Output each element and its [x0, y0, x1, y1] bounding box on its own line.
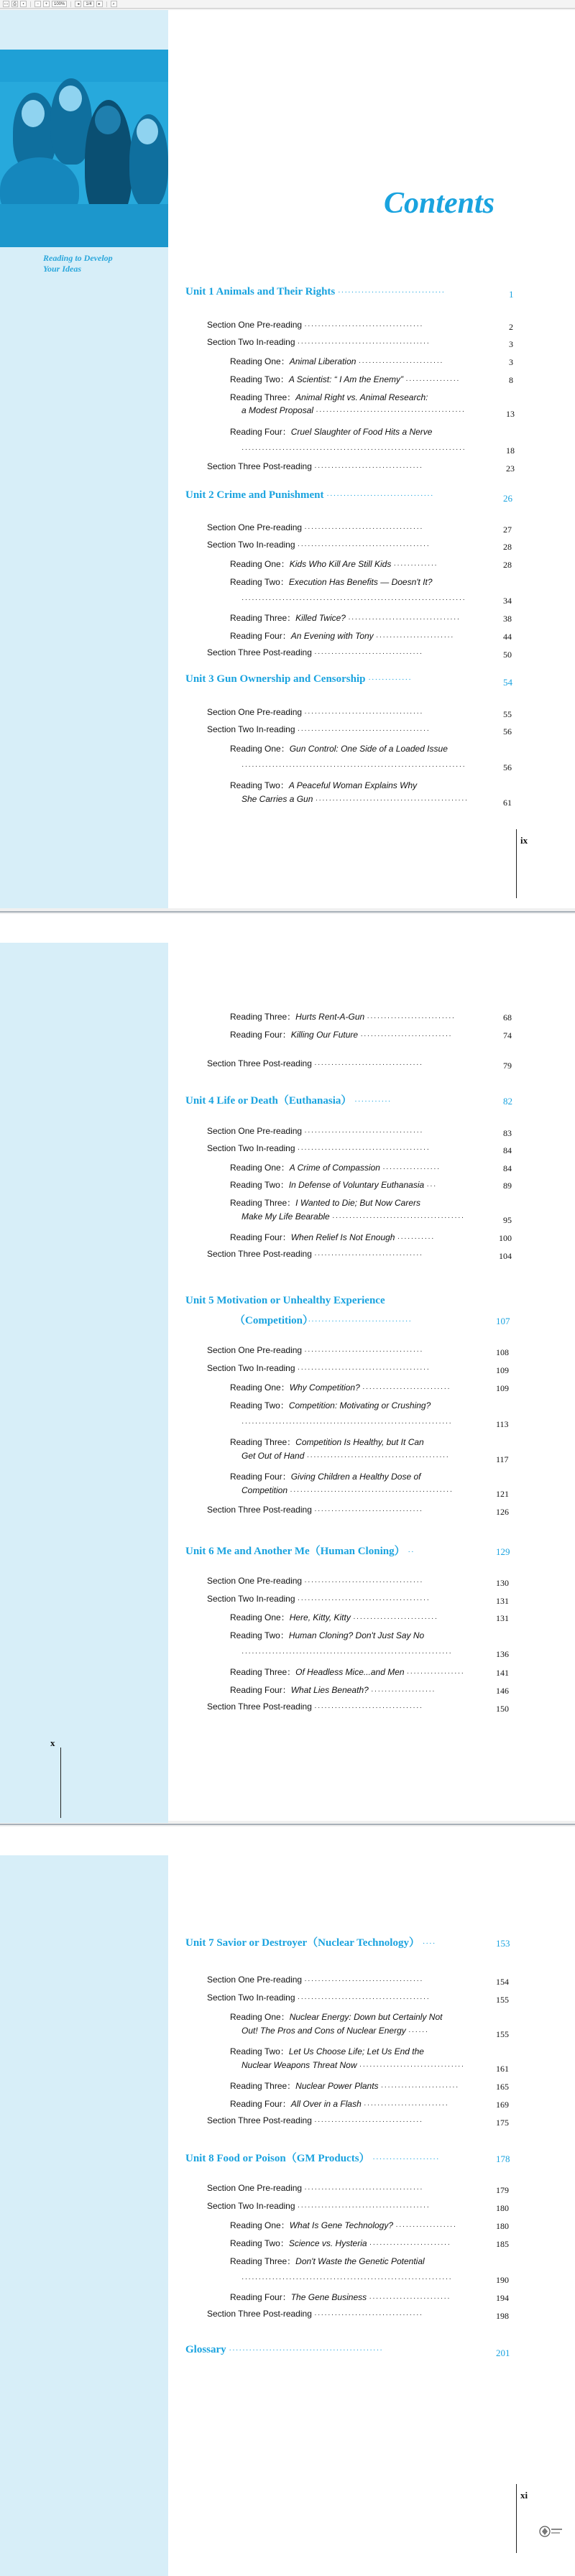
unit-4-page: 82	[503, 1096, 512, 1107]
toc-page: 131	[496, 1596, 509, 1606]
toc-page: 68	[503, 1012, 512, 1022]
page-divider	[0, 1824, 575, 1825]
toc-entry[interactable]: Section Three Post-reading ································	[207, 1505, 423, 1515]
unit-1-heading[interactable]: Unit 1 Animals and Their Rights ································	[185, 286, 446, 297]
zoom-out-icon[interactable]: −	[34, 1, 41, 7]
toc-entry[interactable]: Reading Three：Nuclear Power Plants ·······················	[230, 2081, 459, 2091]
unit-1-page: 1	[509, 289, 514, 300]
toc-entry[interactable]: Reading Three：Competition Is Healthy, but It Can	[230, 1437, 424, 1447]
photo-caption: Reading to Develop Your Ideas	[43, 253, 113, 274]
toc-page: 89	[503, 1181, 512, 1191]
toc-entry[interactable]: Section Two In-reading ·······································	[207, 1594, 431, 1604]
toc-page: 84	[503, 1163, 512, 1173]
toc-entry[interactable]: Reading One：A Crime of Compassion ·················	[230, 1163, 441, 1173]
toc-entry[interactable]: Section Three Post-reading ································	[207, 1702, 423, 1712]
toc-page: 131	[496, 1613, 509, 1623]
toc-page: 190	[496, 2275, 509, 2285]
toc-page: 56	[503, 726, 512, 737]
toc-entry[interactable]: Section One Pre-reading ···································	[207, 707, 423, 717]
page-number: x	[50, 1737, 55, 1748]
save-icon[interactable]: ▪	[20, 1, 27, 7]
unit-2-page: 26	[503, 493, 512, 504]
toc-entry[interactable]: Section One Pre-reading ···································	[207, 1576, 423, 1586]
toc-page: 121	[496, 1489, 509, 1499]
toc-page: 95	[503, 1215, 512, 1225]
toc-page: 28	[503, 542, 512, 552]
unit-2-heading[interactable]: Unit 2 Crime and Punishment ································	[185, 489, 434, 501]
toc-page: 146	[496, 1686, 509, 1696]
toc-entry[interactable]: Reading Four：All Over in a Flash ·························	[230, 2099, 449, 2109]
page-rule	[516, 829, 517, 898]
toc-entry[interactable]: Reading Two：Human Cloning? Don't Just Say No	[230, 1630, 425, 1640]
toc-page: 34	[503, 596, 512, 606]
viewer-toolbar	[0, 0, 575, 9]
toc-page: 141	[496, 1668, 509, 1678]
unit-8-page: 178	[496, 2153, 510, 2164]
page-ix: Reading to Develop Your Ideas Contents Unit 1 Animals and Their Rights ································ 1 Section One Pre-reading ··································· 2 Section Two In-reading ······································· 3 Reading One：Animal Liberation ························· 3 Reading Two：A Scientist: “ I Am the Enemy” ················ 8 Reading Three：Animal Right vs. Animal Research: a Modest Proposal ············································ 13 Reading Four：Cruel Slaughter of Food Hits a Nerve ·································································· 18 Section Three Post-reading ································ 23 Unit 2 Crime and Punishment ································ 26 Section One Pre-reading ··································· 27 Section Two In-reading ······································· 28 Reading One：Kids Who Kill Are Still Kids ············· 28 Reading Two：Execution Has Benefits — Doesn't It? ·································································· 34 Reading Three：Killed Twice? ································· 38 Reading Four：An Evening with Tony ······················· 44 Section Three Post-reading ································ 50 Unit 3 Gun Ownership and Censorship ············· 54 Section One Pre-reading ··································· 55 Section Two In-reading ······································· 56 Reading One：Gun Control: One Side of a Loaded Issue ·································································· 56 Reading Two：A Peaceful Woman Explains Why She Carries a Gun ············································· 61 ix	[0, 10, 575, 908]
toc-page: 23	[506, 463, 515, 474]
page-rule	[60, 1748, 61, 1818]
toc-page: 126	[496, 1507, 509, 1517]
unit-3-heading[interactable]: Unit 3 Gun Ownership and Censorship ·············	[185, 673, 412, 685]
toc-entry[interactable]: Reading One：What Is Gene Technology? ··················	[230, 2220, 457, 2230]
toc-entry[interactable]: Section Three Post-reading ································	[207, 1249, 423, 1259]
toc-entry[interactable]: Section Three Post-reading ································	[207, 2309, 423, 2319]
toc-page: 3	[509, 357, 513, 367]
toc-entry[interactable]: Section Two In-reading ·······································	[207, 540, 431, 550]
toc-page: 100	[499, 1233, 512, 1243]
toc-entry[interactable]: Section Two In-reading ·······································	[207, 337, 431, 347]
page-rule	[516, 2484, 517, 2553]
toc-entry[interactable]: Reading Two：Execution Has Benefits — Doesn't It?	[230, 577, 433, 587]
toc-page: 109	[496, 1383, 509, 1393]
toc-entry[interactable]: Reading Two：A Peaceful Woman Explains Why	[230, 780, 418, 790]
toc-entry[interactable]: Section One Pre-reading ···································	[207, 522, 423, 532]
toc-entry[interactable]: Section One Pre-reading ···································	[207, 1975, 423, 1985]
page-xi: Unit 7 Savior or Destroyer（Nuclear Technology） ···· 153 Section One Pre-reading ··································· 154 Section Two In-reading ······································· 155 Reading One：Nuclear Energy: Down but Certainly Not Out! The Pros and Cons of Nuclear Energy ······ 155 Reading Two：Let Us Choose Life; Let Us End the Nuclear Weapons Threat Now ······························· 161 Reading Three：Nuclear Power Plants ······················· 165 Reading Four：All Over in a Flash ························· 169 Section Three Post-reading ································ 175 Unit 8 Food or Poison（GM Products） ···················· 178 Section One Pre-reading ··································· 179 Section Two In-reading ······································· 180 Reading One：What Is Gene Technology? ·················· 180 Reading Two：Science vs. Hysteria ························ 185 Reading Three：Don't Waste the Genetic Potential ······························································ 190 Reading Four：The Gene Business ························ 194 Section Three Post-reading ································ 198 Glossary ·············································· 201 xi	[0, 1827, 575, 2576]
toc-entry[interactable]: Section One Pre-reading ···································	[207, 1345, 423, 1355]
toc-page: 8	[509, 375, 513, 385]
next-page-icon[interactable]: ▸	[96, 1, 103, 7]
glossary-heading[interactable]: Glossary ··············································	[185, 2344, 383, 2355]
page-title: Contents	[384, 187, 495, 220]
toc-page: 180	[496, 2203, 509, 2213]
toc-entry[interactable]: Reading Four：The Gene Business ························	[230, 2292, 451, 2302]
toc-page: 150	[496, 1704, 509, 1714]
toc-page: 113	[496, 1419, 509, 1429]
toc-entry[interactable]: Reading Four：When Relief Is Not Enough ···········	[230, 1232, 435, 1242]
toc-entry[interactable]: Reading One：Nuclear Energy: Down but Certainly Not	[230, 2012, 443, 2022]
open-icon[interactable]: ▭	[4, 1, 9, 6]
page-sidebar	[0, 943, 168, 1823]
toc-page: 169	[496, 2100, 509, 2110]
page-sidebar	[0, 1855, 168, 2576]
toc-page: 44	[503, 632, 512, 642]
page-number: xi	[520, 2490, 528, 2501]
toc-page: 179	[496, 2185, 509, 2195]
toc-page: 130	[496, 1578, 509, 1588]
toc-page: 18	[506, 446, 515, 456]
toc-entry[interactable]: Reading Three：Hurts Rent-A-Gun ··························	[230, 1012, 456, 1022]
toc-page: 61	[503, 798, 512, 808]
toc-entry[interactable]: Reading Two：In Defense of Voluntary Euthanasia ···	[230, 1180, 437, 1190]
toc-page: 117	[496, 1454, 509, 1464]
toc-page: 2	[509, 322, 513, 332]
toc-entry[interactable]: Reading One：Kids Who Kill Are Still Kids ·············	[230, 559, 438, 569]
toc-page: 38	[503, 614, 512, 624]
toc-entry[interactable]: Reading One：Here, Kitty, Kitty ·························	[230, 1612, 438, 1622]
toc-page: 165	[496, 2082, 509, 2092]
toc-entry[interactable]: Reading Four：Giving Children a Healthy Dose of	[230, 1472, 421, 1482]
prev-page-icon[interactable]: ◂	[75, 1, 81, 7]
page-number: ix	[520, 835, 528, 846]
toc-page: 27	[503, 525, 512, 535]
toc-page: 155	[496, 2029, 509, 2039]
toc-entry[interactable]: Section Two In-reading ·······································	[207, 1993, 431, 2003]
glossary-page: 201	[496, 2348, 510, 2358]
toc-entry[interactable]: Reading One：Animal Liberation ·························	[230, 356, 444, 366]
unit-3-page: 54	[503, 677, 512, 688]
toc-page: 180	[496, 2221, 509, 2231]
unit-5-heading[interactable]: Unit 5 Motivation or Unhealthy Experience	[185, 1295, 385, 1306]
unit-6-heading[interactable]: Unit 6 Me and Another Me（Human Cloning） ··	[185, 1546, 415, 1557]
toc-page: 136	[496, 1649, 509, 1659]
toc-entry[interactable]: Section One Pre-reading ···································	[207, 320, 423, 330]
toc-entry[interactable]: Reading Two：A Scientist: “ I Am the Enemy” ················	[230, 374, 461, 384]
toc-entry[interactable]: Section Three Post-reading ································	[207, 1058, 423, 1068]
toc-entry[interactable]: Reading Three：Killed Twice? ·································	[230, 613, 461, 623]
toc-entry[interactable]: Reading Three：I Wanted to Die; But Now Carers	[230, 1198, 421, 1208]
zoom-in-icon[interactable]: +	[43, 1, 50, 7]
toc-entry[interactable]: Section Two In-reading ·······································	[207, 1143, 431, 1153]
toc-page: 84	[503, 1145, 512, 1155]
toc-entry[interactable]: Reading Two：Let Us Choose Life; Let Us End the	[230, 2046, 424, 2056]
toc-page: 55	[503, 709, 512, 719]
toc-page: 83	[503, 1128, 512, 1138]
toc-entry[interactable]: Section Two In-reading ·······································	[207, 2201, 431, 2211]
toc-entry[interactable]: Reading Two：Competition: Motivating or Crushing?	[230, 1400, 431, 1411]
search-icon[interactable]: ⌕	[111, 1, 117, 7]
toc-page: 13	[506, 409, 515, 419]
unit-6-page: 129	[496, 1546, 510, 1557]
toc-entry[interactable]: Reading One：Gun Control: One Side of a Loaded Issue	[230, 744, 448, 754]
toc-entry[interactable]: Section Two In-reading ·······································	[207, 724, 431, 734]
toc-page: 175	[496, 2118, 509, 2128]
toc-entry[interactable]: Section Two In-reading ·······································	[207, 1363, 431, 1373]
toc-page: 198	[496, 2311, 509, 2321]
toc-entry[interactable]: Section Three Post-reading ································	[207, 2115, 423, 2125]
unit-8-heading[interactable]: Unit 8 Food or Poison（GM Products） ····················	[185, 2153, 440, 2164]
unit-7-page: 153	[496, 1938, 510, 1949]
toc-page: 185	[496, 2239, 509, 2249]
toc-entry[interactable]: Reading Four：Killing Our Future ···························	[230, 1030, 453, 1040]
unit-5-page: 107	[496, 1316, 510, 1326]
toc-entry[interactable]: Section Three Post-reading ································	[207, 647, 423, 657]
toc-page: 194	[496, 2293, 509, 2303]
toc-page: 3	[509, 339, 513, 349]
page-x: Reading Three：Hurts Rent-A-Gun ·························· 68 Reading Four：Killing Our Future ··························· 74 Section Three Post-reading ································ 79 Unit 4 Life or Death（Euthanasia） ··········· 82 Section One Pre-reading ··································· 83 Section Two In-reading ······································· 84 Reading One：A Crime of Compassion ················· 84 Reading Two：In Defense of Voluntary Euthanasia ··· 89 Reading Three：I Wanted to Die; But Now Carers Make My Life Bearable ······································· 95 Reading Four：When Relief Is Not Enough ··········· 100 Section Three Post-reading ································ 104 Unit 5 Motivation or Unhealthy Experience （Competition）······························· 107 Section One Pre-reading ··································· 108 Section Two In-reading ······································· 109 Reading One：Why Competition? ·························· 109 Reading Two：Competition: Motivating or Crushing? ······························································ 113 Reading Three：Competition Is Healthy, but It Can Get Out of Hand ·········································· 117 Reading Four：Giving Children a Healthy Dose of Competition ················································ 121 Section Three Post-reading ································ 126 Unit 6 Me and Another Me（Human Cloning） ·· 129 Section One Pre-reading ··································· 130 Section Two In-reading ······································· 131 Reading One：Here, Kitty, Kitty ························· 131 Reading Two：Human Cloning? Don't Just Say No ······························································ 136 Reading Three：Of Headless Mice...and Men ················· 141 Reading Four：What Lies Beneath? ··················· 146 Section Three Post-reading ································ 150 x	[0, 914, 575, 1821]
toc-page: 56	[503, 762, 512, 772]
toc-entry[interactable]: Section Three Post-reading ································	[207, 461, 423, 471]
toc-page: 161	[496, 2064, 509, 2074]
toc-entry[interactable]: Reading Three：Of Headless Mice...and Men ·················	[230, 1667, 465, 1677]
toc-page: 28	[503, 560, 512, 570]
toc-entry[interactable]: Section One Pre-reading ···································	[207, 2183, 423, 2193]
unit-4-heading[interactable]: Unit 4 Life or Death（Euthanasia） ···········	[185, 1095, 392, 1107]
toc-entry[interactable]: Reading Two：Science vs. Hysteria ························	[230, 2238, 451, 2248]
toc-page: 154	[496, 1977, 509, 1987]
students-photo	[0, 50, 168, 247]
toc-page: 79	[503, 1061, 512, 1071]
toc-page: 74	[503, 1030, 512, 1040]
toc-entry[interactable]: Reading Three：Animal Right vs. Animal Research:	[230, 392, 428, 402]
publisher-logo	[539, 2524, 564, 2539]
toc-entry[interactable]: Reading Four：What Lies Beneath? ···················	[230, 1685, 436, 1695]
toc-page: 108	[496, 1347, 509, 1357]
page-divider	[0, 911, 575, 913]
toc-entry[interactable]: Reading Three：Don't Waste the Genetic Potential	[230, 2256, 425, 2266]
toc-entry[interactable]: Reading One：Why Competition? ··························	[230, 1382, 451, 1393]
unit-7-heading[interactable]: Unit 7 Savior or Destroyer（Nuclear Technology） ····	[185, 1937, 436, 1949]
toc-entry[interactable]: Reading Four：Cruel Slaughter of Food Hits a Nerve	[230, 427, 433, 437]
toc-page: 155	[496, 1995, 509, 2005]
toc-page: 50	[503, 650, 512, 660]
zoom-field[interactable]: 100%	[52, 1, 67, 7]
toc-entry[interactable]: Reading Four：An Evening with Tony ·······················	[230, 631, 454, 641]
toc-page: 104	[499, 1251, 512, 1261]
print-icon[interactable]: ⎙	[12, 1, 18, 7]
toc-entry[interactable]: Section One Pre-reading ···································	[207, 1126, 423, 1136]
page-field[interactable]: 1/4	[83, 1, 93, 7]
toc-page: 109	[496, 1365, 509, 1375]
